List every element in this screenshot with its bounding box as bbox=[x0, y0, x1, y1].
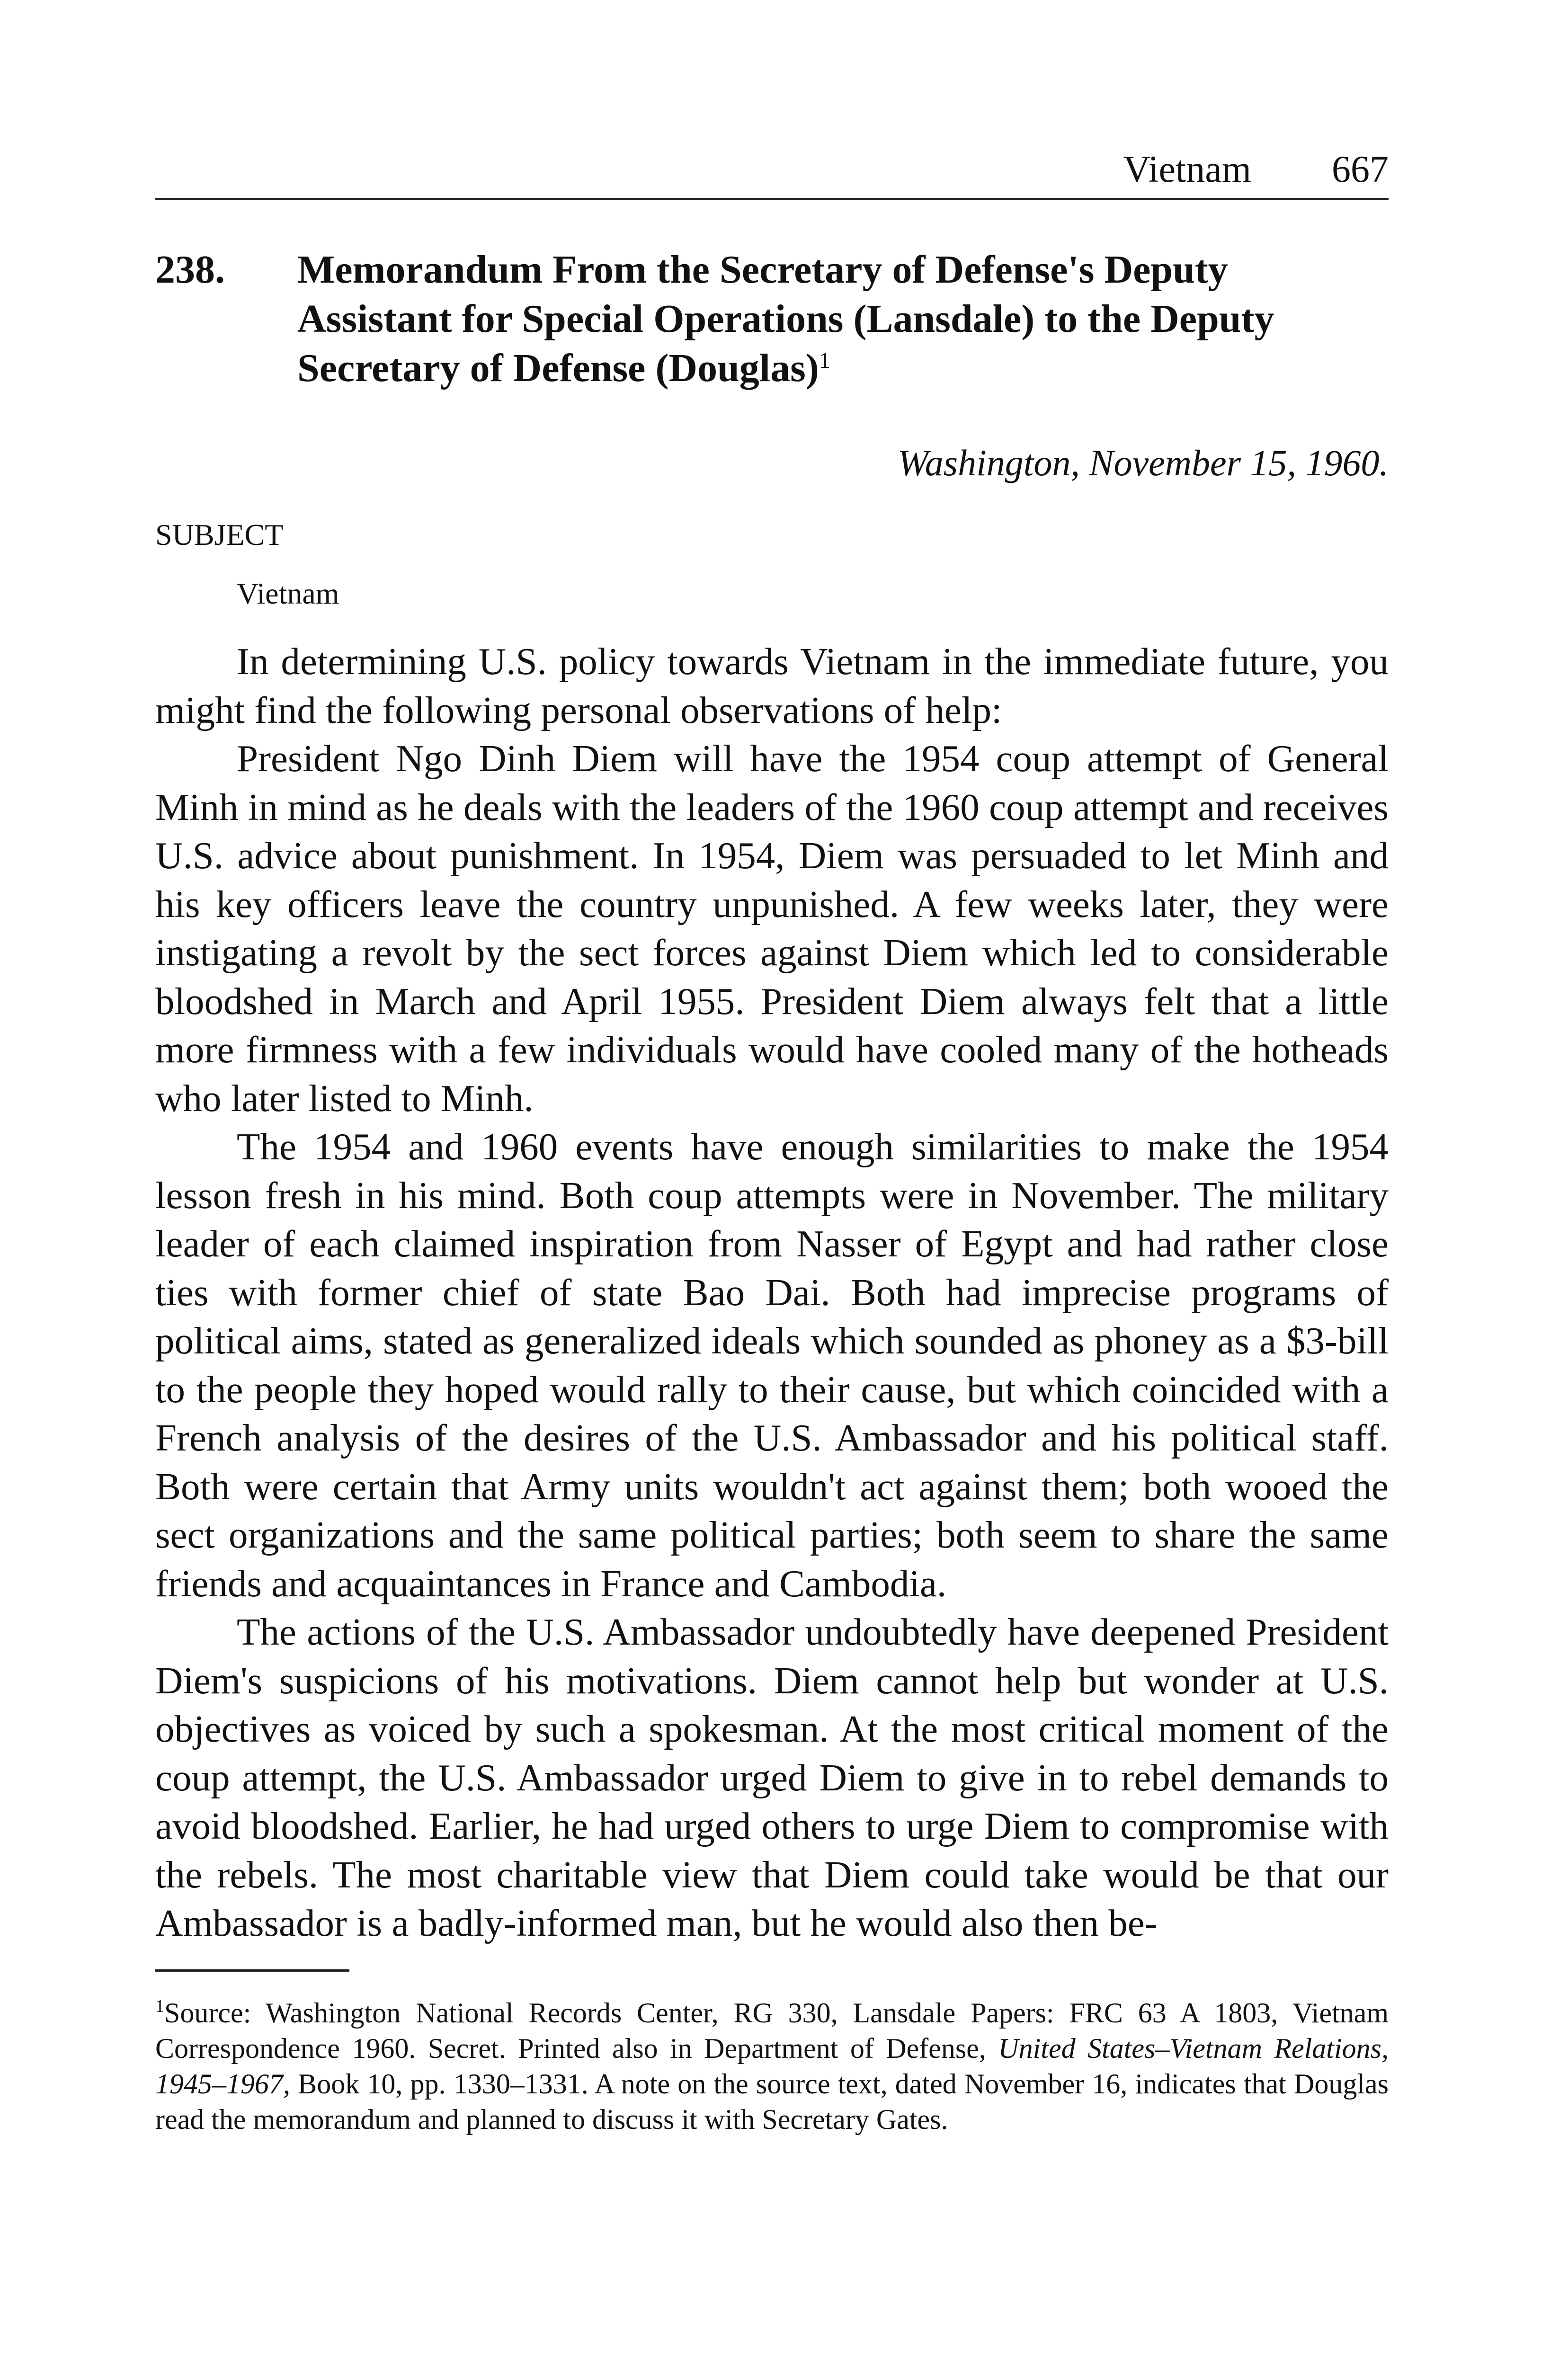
dateline: Washington, November 15, 1960. bbox=[897, 442, 1389, 483]
body-paragraph: In determining U.S. policy towards Vietnam in the immediate future, you might find the following personal observations of help: bbox=[155, 640, 1389, 731]
subject-label: SUBJECT bbox=[155, 518, 284, 552]
footnote-divider bbox=[155, 1969, 349, 1972]
footnote bbox=[155, 1995, 1389, 2137]
running-head bbox=[155, 142, 1389, 200]
document-number: 238. bbox=[155, 248, 225, 292]
page-number: 667 bbox=[1332, 149, 1389, 190]
document-title: Memorandum From the Secretary of Defense's Deputy Assistant for Special Operations (Lansdale) to the Deputy Secretary of Defense (Douglas) bbox=[297, 248, 1274, 390]
footnote-text-after: Book 10, pp. 1330–1331. A note on the source text, dated November 16, indicates that Douglas read the memorandum and planned to discuss it with Secretary Gates. bbox=[155, 2068, 1389, 2135]
footnote-text-before: Source: Washington National Records Center, RG 330, Lansdale Papers: FRC 63 A 1803, Vietnam Correspondence 1960. Secret. Printed also in Department of Defense, bbox=[155, 1997, 1389, 2064]
subject-value: Vietnam bbox=[237, 577, 339, 610]
footnote-reference[interactable]: 1 bbox=[819, 348, 830, 373]
body-paragraph: President Ngo Dinh Diem will have the 1954 coup attempt of General Minh in mind as he deals with the leaders of the 1960 coup attempt and receives U.S. advice about punishment. In 1954, Diem was persuaded to let Minh and his key officers leave the country unpunished. A few weeks later, they were instigating a revolt by the sect forces against Diem which led to considerable bloodshed in March and April 1955. President Diem always felt that a little more firmness with a few individuals would have cooled many of the hotheads who later listed to Minh. bbox=[155, 737, 1389, 1120]
footnote-italic-title: United States–Vietnam Relations, 1945–1967, bbox=[155, 2032, 1389, 2100]
document-page bbox=[155, 142, 1389, 2137]
body-paragraph: The 1954 and 1960 events have enough similarities to make the 1954 lesson fresh in his mind. Both coup attempts were in November. The military leader of each claimed inspiration from Nasser of Egypt and had rather close ties with former chief of state Bao Dai. Both had imprecise programs of political aims, stated as generalized ideals which sounded as phoney as a $3-bill to the people they hoped would rally to their cause, but which coincided with a French analysis of the desires of the U.S. Ambassador and his political staff. Both were certain that Army units wouldn't act against them; both wooed the sect organizations and the same political parties; both seem to share the same friends and acquaintances in France and Cambodia. bbox=[155, 1125, 1389, 1605]
footnote-mark: 1 bbox=[155, 1996, 164, 2016]
document-heading bbox=[155, 245, 1389, 393]
running-head-title: Vietnam bbox=[1123, 149, 1251, 190]
body-paragraph: The actions of the U.S. Ambassador undoubtedly have deepened President Diem's suspicions of his motivations. Diem cannot help but wonder at U.S. objectives as voiced by such a spokesman. At the most critical moment of the coup attempt, the U.S. Ambassador urged Diem to give in to rebel demands to avoid bloodshed. Earlier, he had urged others to urge Diem to compromise with the rebels. The most charitable view that Diem could take would be that our Ambassador is a badly-informed man, but he would also then be- bbox=[155, 1611, 1389, 1944]
memorandum-body bbox=[155, 637, 1389, 1948]
